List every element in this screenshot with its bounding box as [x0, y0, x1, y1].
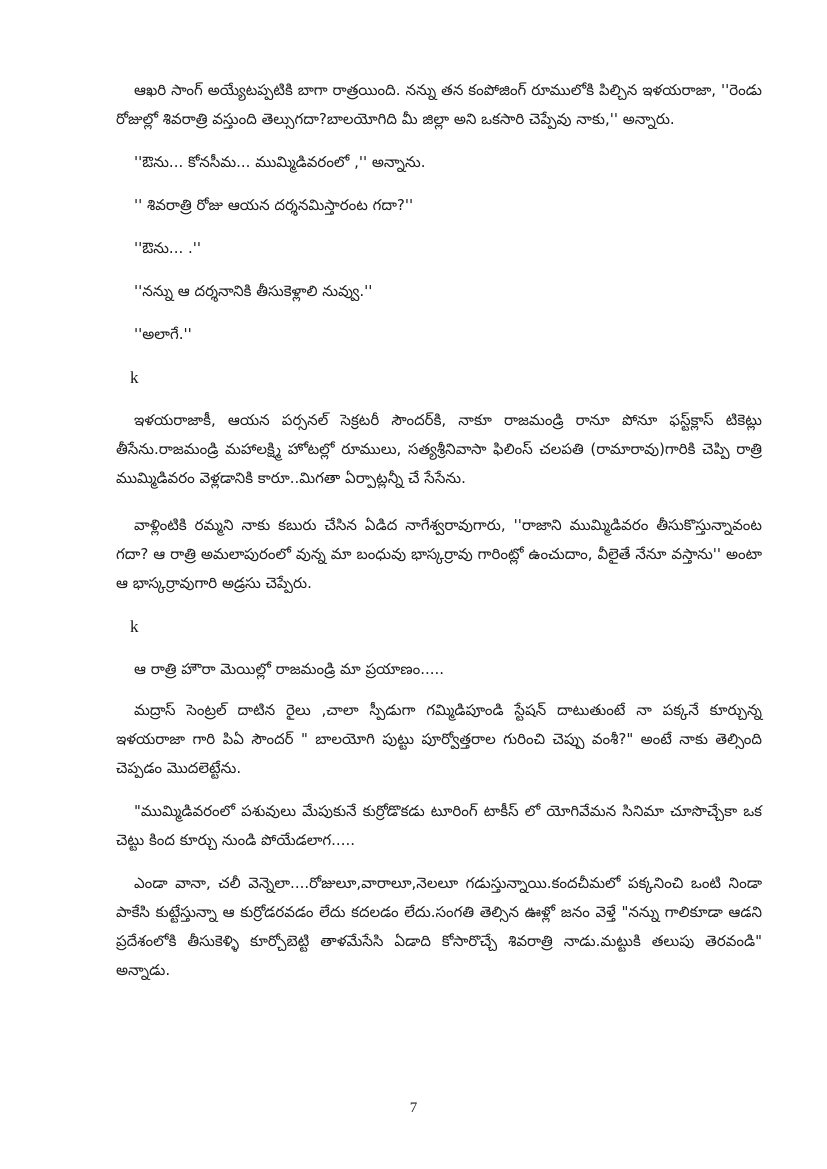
dialogue-line-1: ''ఔను... కోనసీమ... ముమ్మిడివరంలో ,'' అన్నాను.	[134, 153, 426, 171]
paragraph-7: ఎండా వానా, చలీ వెన్నెలా....రోజులూ,వారాలూ,నెలలూ గడుస్తున్నాయి.కందచీమలో పక్కనించి ఒంటి నిండా పాకేసి కుట్టేస్తున్నా ఆ కుర్రోడరవడం లేదు కదలడం లేదు.సంగతి తెల్సిన ఊళ్లో జనం వెళ్తే "నన్ను గాలికూడా ఆడని ప్రదేశంలోకి తీసుకెళ్ళి కూర్చోబెట్టి తాళమేసేసి ఏడాది కోసారొచ్చే శివరాత్రి నాడు.మట్టుకి తలుపు తెరవండి" అన్నాడు.	[116, 874, 762, 979]
paragraph-2: ఇళయరాజాకీ, ఆయన పర్సనల్ సెక్రటరీ సౌందర్‌కి, నాకూ రాజమండ్రి రానూ పోనూ ఫస్ట్‌క్లాస్ టికెట్లు తీసేను.రాజమండ్రి మహాలక్ష్మి హోటల్లో రూములు, సత్యశ్రీనివాసా ఫిలింస్ చలపతి (రామారావు)గారికి చెప్పి రాత్రి ముమ్మిడివరం వెళ్లడానికి కారూ..మిగతా ఏర్పాట్లన్నీ చే సేసేను.	[116, 411, 762, 487]
dialogue-line-5: ''అలాగే.''	[134, 325, 192, 343]
paragraph-5: మద్రాస్ సెంట్రల్ దాటిన రైలు ,చాలా స్పీడుగా గమ్మిడిపూండి స్టేషన్ దాటుతుంటే నా పక్కనే కూర్చున్న ఇళయరాజా గారి పిఏ సౌందర్ " బాలయోగి పుట్టు పూర్వోత్తరాల గురించి చెప్పు వంశీ?" అంటే నాకు తెల్సింది చెప్పడం మొదలెట్టేను.	[116, 701, 762, 777]
body-text	[116, 76, 762, 985]
dialogue-line-4: ''నన్ను ఆ దర్శనానికి తీసుకెళ్లాలి నువ్వు.''	[134, 282, 373, 300]
paragraph-1: ఆఖరి సాంగ్ అయ్యేటప్పటికి బాగా రాత్రయింది. నన్ను తన కంపోజింగ్ రూములోకి పిల్చిన ఇళయరాజా, ''రెండు రోజుల్లో శివరాత్రి వస్తుంది తెల్సుగదా?బాలయోగిది మీ జిల్లా అని ఒకసారి చెప్పేవు నాకు,'' అన్నారు.	[116, 81, 762, 128]
paragraph-3: వాళ్లింటికి రమ్మని నాకు కబురు చేసిన ఏడిద నాగేశ్వరావుగారు, ''రాజాని ముమ్మిడివరం తీసుకొస్తున్నావంట గదా? ఆ రాత్రి అమలాపురంలో వున్న మా బంధువు భాస్కర్రావు గారింట్లో ఉంచుదాం, వీలైతే నేనూ వస్తాను'' అంటా ఆ భాస్కర్రావుగారి అడ్రసు చెప్పేరు.	[116, 516, 762, 592]
section-separator-1: k	[130, 368, 139, 387]
dialogue-line-2: '' శివరాత్రి రోజు ఆయన దర్శనమిస్తారంట గదా?''	[134, 196, 414, 214]
dialogue-line-3: ''ఔను... .''	[134, 239, 202, 257]
paragraph-4: ఆ రాత్రి హౌరా మెయిల్లో రాజమండ్రి మా ప్రయాణం.....	[134, 660, 445, 678]
section-separator-2: k	[130, 617, 139, 636]
page-number: 7	[409, 1100, 418, 1116]
paragraph-6: "ముమ్మిడివరంలో పశువులు మేపుకునే కుర్రోడొకడు టూరింగ్ టాకీస్ లో యోగివేమన సినిమా చూసొచ్చేకా ఒక చెట్టు కింద కూర్చు నుండి పోయేడలాగ.....	[116, 802, 762, 849]
